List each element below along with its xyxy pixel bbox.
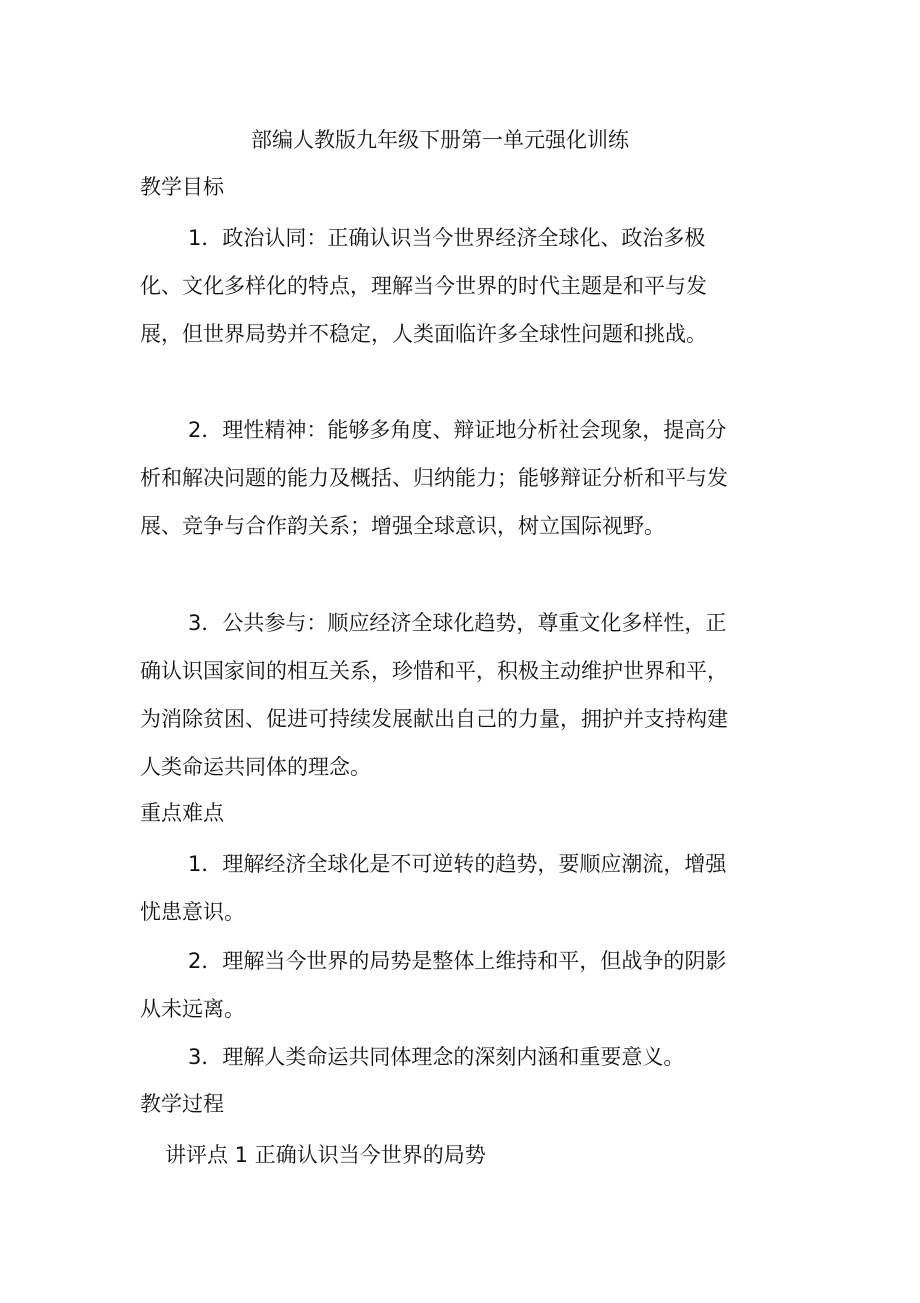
- key-point-item-1: 1．理解经济全球化是不可逆转的趋势，要顺应潮流，增强忧患意识。: [140, 852, 727, 924]
- key-point-item-3: 3．理解人类命运共同体理念的深刻内涵和重要意义。: [188, 1045, 685, 1069]
- document-title: 部编人教版九年级下册第一单元强化训练: [251, 128, 629, 152]
- objective-item-2: 2．理性精神：能够多角度、辩证地分析社会现象，提高分析和解决问题的能力及概括、归纳能力；能够辩证分析和平与发展、竞争与合作韵关系；增强全球意识，树立国际视野。: [140, 418, 728, 538]
- section-heading-process: 教学过程: [140, 1092, 224, 1116]
- objective-item-1: 1．政治认同：正确认识当今世界经济全球化、政治多极化、文化多样化的特点，理解当今世界的时代主题是和平与发展，但世界局势并不稳定，人类面临许多全球性问题和挑战。: [140, 226, 707, 346]
- objective-item-3: 3．公共参与：顺应经济全球化趋势，尊重文化多样性，正确认识国家间的相互关系，珍惜和平，积极主动维护世界和平，为消除贫困、促进可持续发展献出自己的力量，拥护并支持构建人类命运共同体的理念。: [140, 611, 728, 779]
- review-point-1: 讲评点 1 正确认识当今世界的局势: [165, 1143, 486, 1167]
- section-heading-key-points: 重点难点: [140, 801, 224, 825]
- key-point-item-2: 2．理解当今世界的局势是整体上维持和平，但战争的阴影从未远离。: [140, 949, 727, 1021]
- section-heading-objectives: 教学目标: [140, 175, 224, 199]
